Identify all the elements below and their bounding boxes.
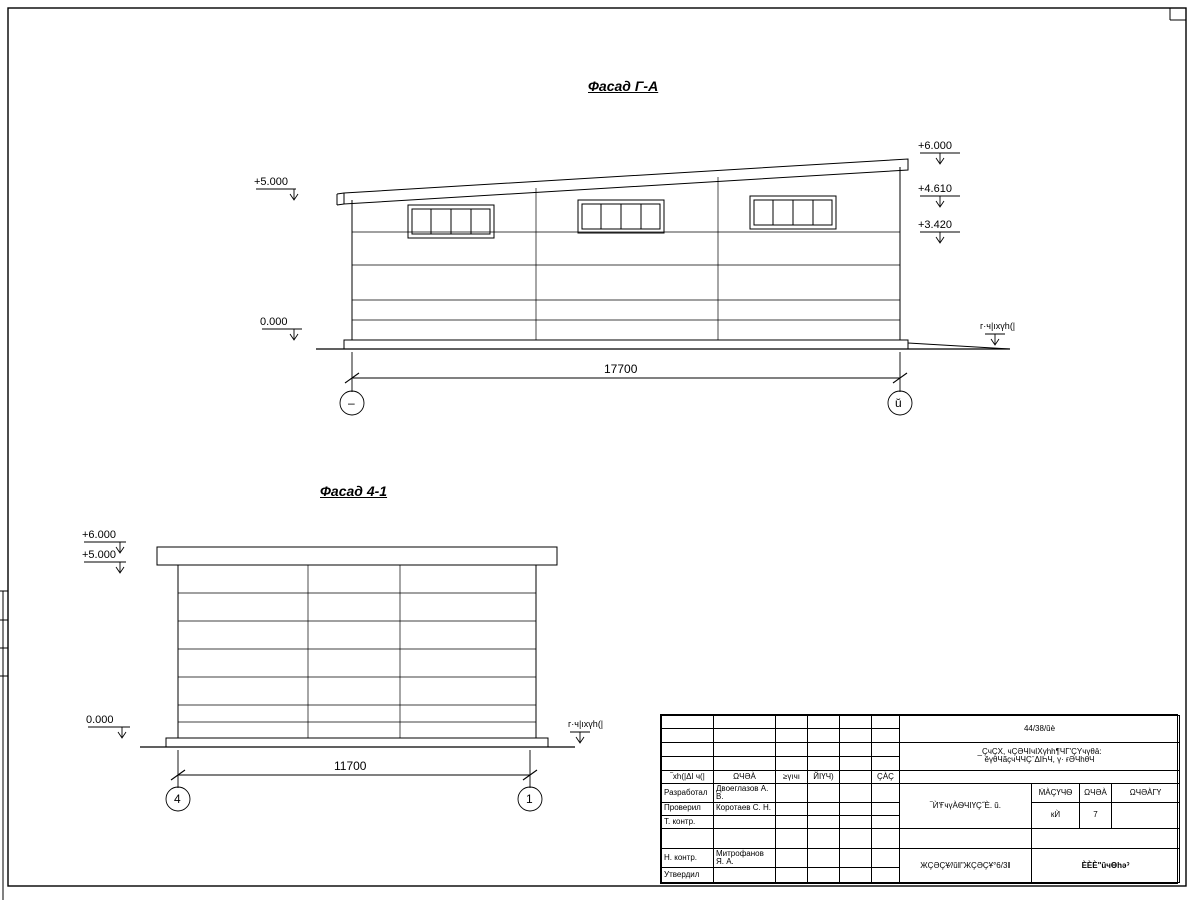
tb-role-1: Проверил [662,802,714,815]
tb-blank [662,716,714,729]
tb-blank [808,742,840,756]
tb-blank [840,829,872,849]
tb-name-4: Митрофанов Я. А. [714,849,776,867]
tb-blank [900,771,1180,784]
tb-blank [872,849,900,867]
tb-blank [808,729,840,742]
tb-role-3 [662,829,714,849]
tb-drawing-name: ‾Ѝ'ҒчүÀѲЧIҮÇ˝È. ŭ. [900,784,1032,829]
tb-blank [840,771,872,784]
facade2-ground-label: г·ч|ıхүһ(| [568,719,604,729]
tb-role-4: Н. контр. [662,849,714,867]
tb-blank [872,729,900,742]
facade1-title: Фасад Г-А [588,78,659,94]
facade1-elevation-right-0: +6.000 [918,140,952,152]
tb-stage-header-2: ΩЧƏÀГҮ [1112,784,1180,802]
tb-blank [714,716,776,729]
facade1-elevation-right-2: +3.420 [918,219,952,231]
tb-blank [840,815,872,828]
tb-blank [662,756,714,770]
tb-blank [776,729,808,742]
tb-role-0: Разработал [662,784,714,802]
tb-name-2 [714,815,776,828]
tb-project-line1: _ÇчÇX, чÇƏЧIчIXүһһ¶ЧГ'ÇYчүθā: [977,746,1102,756]
tb-blank [662,729,714,742]
tb-project-name [900,742,1180,771]
tb-header-code: 44/38/ŭè [900,716,1180,743]
tb-blank [900,829,1032,849]
facade2-axis-right: 1 [526,792,533,806]
tb-blank [840,729,872,742]
tb-blank [714,729,776,742]
tb-stage-header-0: ṀÀÇҮЧѲ [1032,784,1080,802]
tb-blank [776,867,808,882]
tb-blank [840,849,872,867]
tb-role-2: Т. контр. [662,815,714,828]
tb-blank [776,784,808,802]
tb-blank [808,802,840,815]
tb-blank [776,802,808,815]
tb-role-5: Утвердил [662,867,714,882]
facade2-elevation-left-1: +5.000 [82,549,116,561]
tb-blank [840,742,872,756]
tb-blank [840,802,872,815]
title-block [660,714,1178,884]
tb-stage-value: кЍ [1032,802,1080,829]
tb-col-header-1: ΩЧƏÀ [714,771,776,784]
facade1-dimension: 17700 [604,362,638,376]
tb-sheet-value: 7 [1080,802,1112,829]
tb-blank [714,756,776,770]
tb-blank [776,849,808,867]
tb-blank [872,815,900,828]
tb-blank [840,716,872,729]
tb-blank [872,716,900,729]
tb-col-header-2: ≥үıчı [776,771,808,784]
tb-blank [808,829,840,849]
tb-stage-header-1: ΩЧƏÀ [1080,784,1112,802]
tb-blank [776,815,808,828]
tb-blank [662,742,714,756]
tb-blank [808,716,840,729]
tb-project-line2: ĕүθЧãçчЧЧÇˉΔIҺЧ, ү· ғƏЧһθЧ [984,755,1095,765]
facade2-title: Фасад 4-1 [320,483,388,499]
tb-name-1: Коротаев С. Н. [714,802,776,815]
tb-org-name: ÈÈÈ"ŭчѲһәˀ [1032,849,1180,883]
facade1-elevation-left-1: 0.000 [260,316,288,328]
tb-blank [840,784,872,802]
facade2-elevation-left-0: +6.000 [82,529,116,541]
facade1-axis-right: ŭ [895,396,902,410]
facade1-elevation-left-0: +5.000 [254,176,288,188]
facade2-dimension: 11700 [334,759,367,773]
tb-blank [872,802,900,815]
tb-blank [808,815,840,828]
facade2-elevation-left-2: 0.000 [86,714,114,726]
facade1-elevation-right-1: +4.610 [918,183,952,195]
tb-blank [840,867,872,882]
tb-blank [872,867,900,882]
tb-name-3 [714,829,776,849]
tb-blank [872,784,900,802]
tb-blank [808,784,840,802]
tb-blank [872,829,900,849]
tb-name-0: Двоеглазов А. В. [714,784,776,802]
tb-blank [776,716,808,729]
tb-blank [840,756,872,770]
tb-blank [808,756,840,770]
tb-blank [1032,829,1180,849]
facade2-axis-left: 4 [174,792,181,806]
tb-blank [872,756,900,770]
tb-col-header-3: ЙIҮЧ) [808,771,840,784]
tb-col-header-4: ÇÀÇ [872,771,900,784]
tb-blank [872,742,900,756]
tb-name-5 [714,867,776,882]
tb-blank [1112,802,1180,829]
tb-blank [776,756,808,770]
facade1-ground-label: г·ч|ıхүһ(| [980,321,1016,331]
tb-blank [776,742,808,756]
tb-blank [776,829,808,849]
tb-blank [714,742,776,756]
tb-blank [808,849,840,867]
tb-drawing-name2: ЖÇƏÇҰ⁄/ŭǁ”ЖÇƏÇҰ°6/3ǁ [900,849,1032,883]
tb-blank [808,867,840,882]
facade1-axis-left: – [348,396,355,410]
tb-col-header-0: ‾xһ(|ΔI ч(| [662,771,714,784]
